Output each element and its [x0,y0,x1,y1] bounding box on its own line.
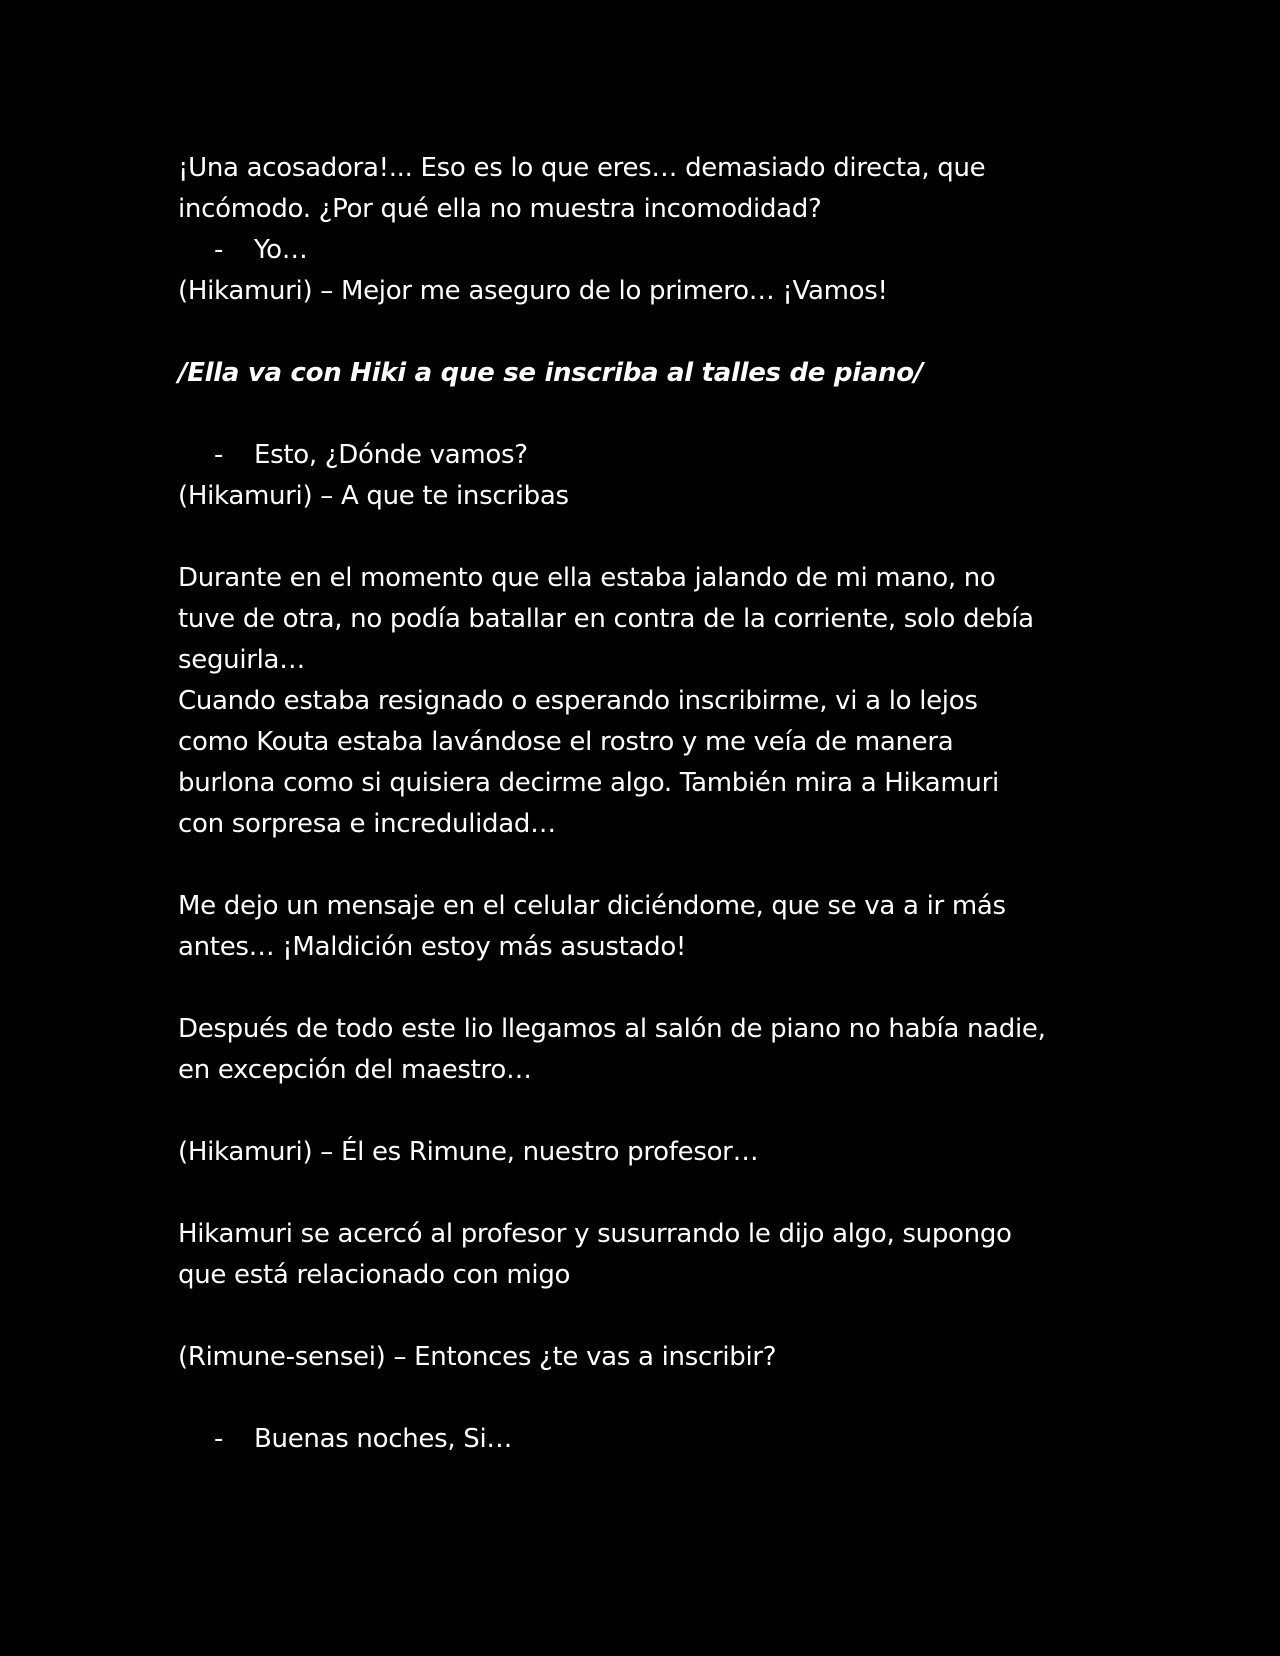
stage-direction: /Ella va con Hiki a que se inscriba al talles de piano/ [178,358,924,388]
text-line: seguirla… [178,645,305,675]
bullet-text: Esto, ¿Dónde vamos? [254,440,528,470]
bullet-text: Yo… [254,235,308,265]
text-line: Durante en el momento que ella estaba jalando de mi mano, no [178,563,996,593]
spacer [178,517,1108,558]
document-body [178,148,1108,1460]
text-line: Hikamuri se acercó al profesor y susurrando le dijo algo, supongo [178,1219,1012,1249]
text-line: tuve de otra, no podía batallar en contra de la corriente, solo debía [178,604,1034,634]
dialogue-bullet [178,435,1108,476]
text-line: Después de todo este lio llegamos al salón de piano no había nadie, [178,1014,1046,1044]
dialogue-line: (Hikamuri) – Mejor me aseguro de lo primero… ¡Vamos! [178,276,888,306]
spacer [178,845,1108,886]
text-line: Me dejo un mensaje en el celular diciéndome, que se va a ir más [178,891,1006,921]
spacer [178,1173,1108,1214]
bullet-text: Buenas noches, Si… [254,1424,513,1454]
bullet-dash: - [214,1424,224,1454]
bullet-dash: - [214,235,224,265]
spacer [178,312,1108,353]
text-line: en excepción del maestro… [178,1055,532,1085]
spacer [178,1296,1108,1337]
text-line: incómodo. ¿Por qué ella no muestra incomodidad? [178,194,822,224]
text-line: antes… ¡Maldición estoy más asustado! [178,932,687,962]
dialogue-bullet [178,1419,1108,1460]
text-line: que está relacionado con migo [178,1260,571,1290]
dialogue-line: (Hikamuri) – Él es Rimune, nuestro profesor… [178,1137,759,1167]
spacer [178,1091,1108,1132]
text-line: con sorpresa e incredulidad… [178,809,556,839]
text-line: Cuando estaba resignado o esperando inscribirme, vi a lo lejos [178,686,978,716]
dialogue-line: (Hikamuri) – A que te inscribas [178,481,569,511]
spacer [178,1378,1108,1419]
dialogue-bullet [178,230,1108,271]
spacer [178,394,1108,435]
text-line: burlona como si quisiera decirme algo. También mira a Hikamuri [178,768,999,798]
spacer [178,968,1108,1009]
dialogue-line: (Rimune-sensei) – Entonces ¿te vas a inscribir? [178,1342,777,1372]
text-line: como Kouta estaba lavándose el rostro y me veía de manera [178,727,954,757]
bullet-dash: - [214,440,224,470]
text-line: ¡Una acosadora!... Eso es lo que eres… demasiado directa, que [178,153,986,183]
